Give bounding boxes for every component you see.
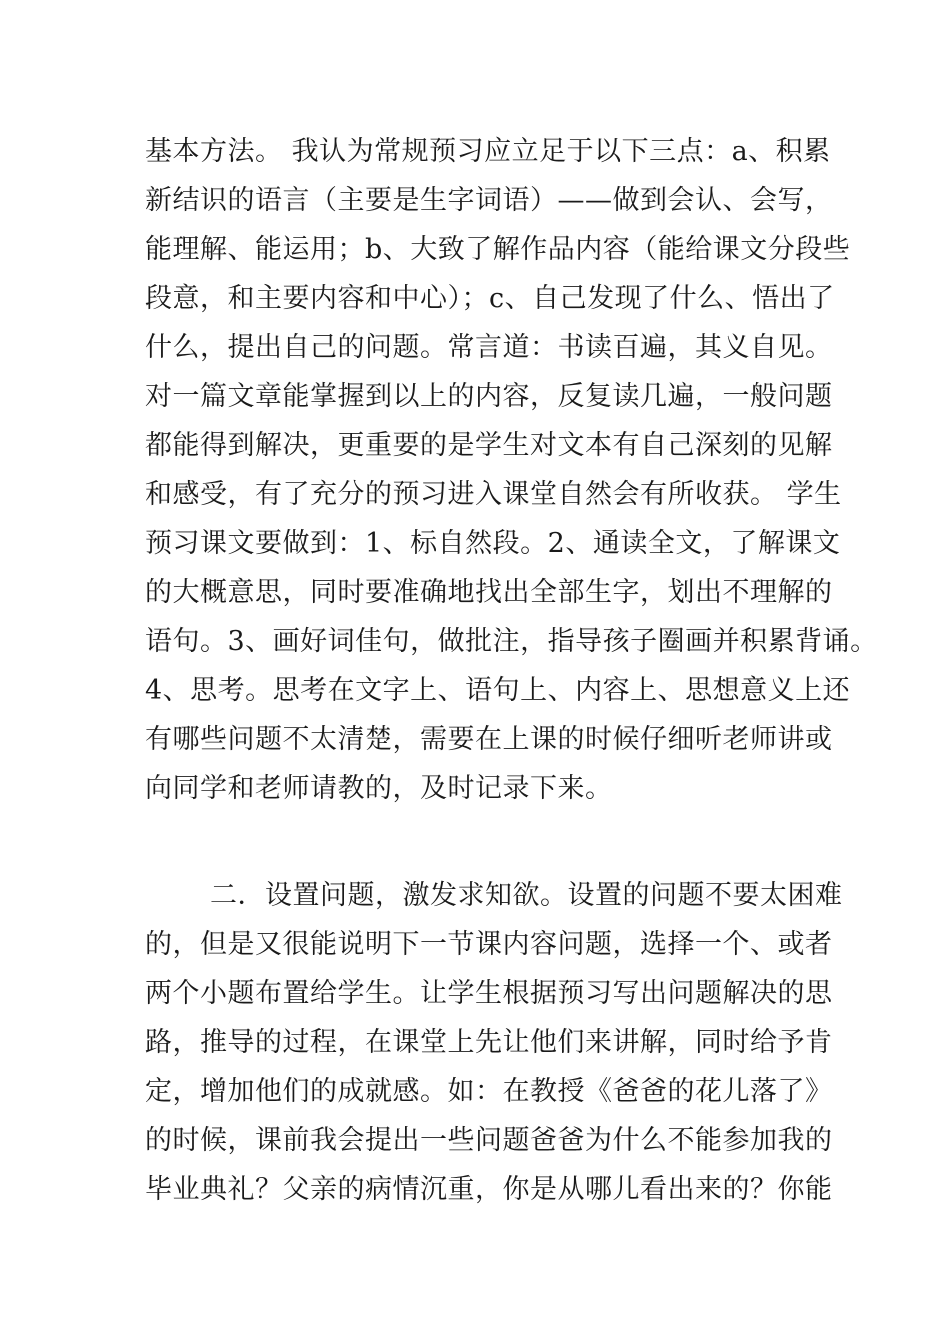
text-line: 对一篇文章能掌握到以上的内容，反复读几遍，一般问题 bbox=[145, 381, 833, 412]
text-line: 二．设置问题，激发求知欲。设置的问题不要太困难 bbox=[210, 880, 843, 911]
text-line: 段意，和主要内容和中心）；c、自己发现了什么、悟出了 bbox=[145, 283, 835, 314]
text-line: 有哪些问题不太清楚，需要在上课的时候仔细听老师讲或 bbox=[145, 724, 833, 755]
text-line: 4、思考。思考在文字上、语句上、内容上、思想意义上还 bbox=[145, 675, 851, 706]
text-line: 毕业典礼？父亲的病情沉重，你是从哪儿看出来的？你能 bbox=[145, 1174, 833, 1205]
text-line: 预习课文要做到：1、标自然段。2、通读全文，了解课文 bbox=[145, 528, 841, 559]
text-line: 基本方法。 我认为常规预习应立足于以下三点：a、积累 bbox=[145, 136, 831, 167]
text-line: 语句。3、画好词佳句，做批注，指导孩子圈画并积累背诵。 bbox=[145, 626, 878, 657]
text-line: 的，但是又很能说明下一节课内容问题，选择一个、或者 bbox=[145, 929, 833, 960]
text-line: 两个小题布置给学生。让学生根据预习写出问题解决的思 bbox=[145, 978, 833, 1009]
text-line: 定，增加他们的成就感。如：在教授《爸爸的花儿落了》 bbox=[145, 1076, 833, 1107]
text-line: 路，推导的过程，在课堂上先让他们来讲解，同时给予肯 bbox=[145, 1027, 833, 1058]
text-line: 向同学和老师请教的，及时记录下来。 bbox=[145, 773, 613, 804]
text-line: 的时候，课前我会提出一些问题爸爸为什么不能参加我的 bbox=[145, 1125, 833, 1156]
text-line: 的大概意思，同时要准确地找出全部生字，划出不理解的 bbox=[145, 577, 833, 608]
text-line: 能理解、能运用；b、大致了解作品内容（能给课文分段些 bbox=[145, 234, 851, 265]
text-line: 和感受，有了充分的预习进入课堂自然会有所收获。 学生 bbox=[145, 479, 842, 510]
text-line: 什么，提出自己的问题。常言道：书读百遍，其义自见。 bbox=[145, 332, 833, 363]
text-line: 新结识的语言（主要是生字词语）——做到会认、会写， bbox=[145, 185, 833, 216]
text-line: 都能得到解决，更重要的是学生对文本有自己深刻的见解 bbox=[145, 430, 833, 461]
